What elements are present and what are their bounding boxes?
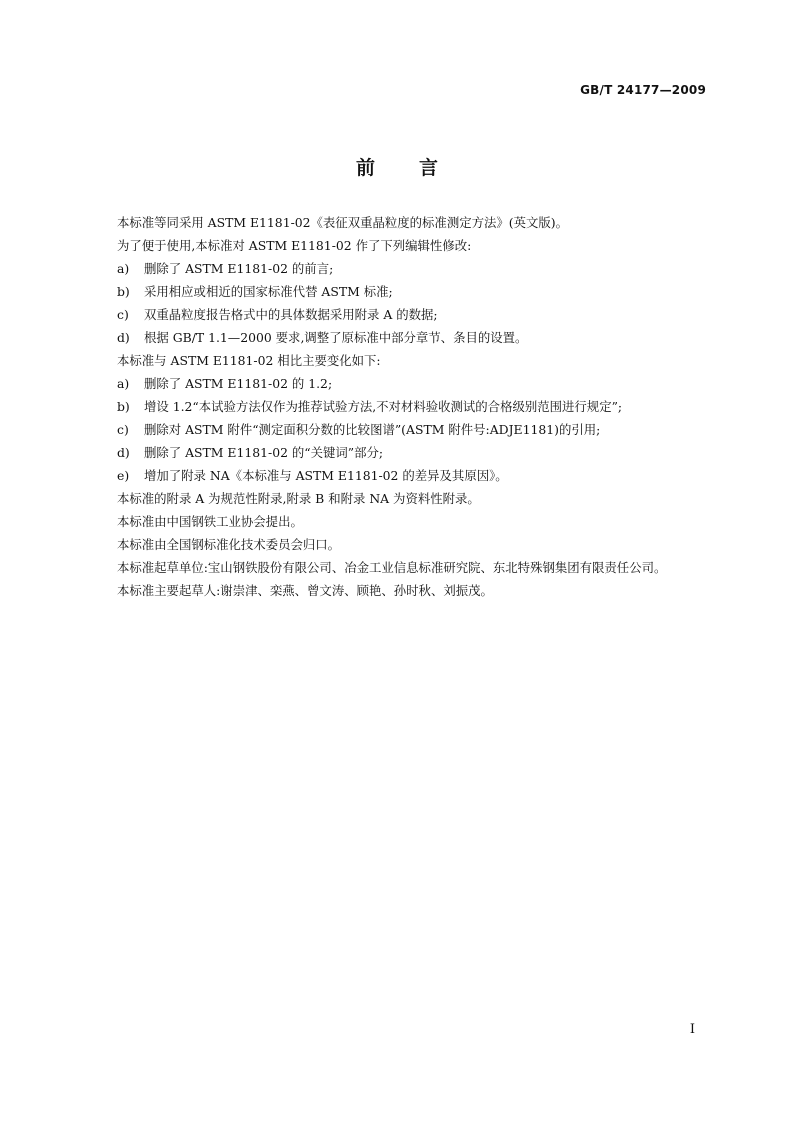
list-item bbox=[90, 372, 706, 395]
changes-intro-paragraph: 本标准与 ASTM E1181-02 相比主要变化如下: bbox=[117, 353, 381, 368]
list-marker: d) bbox=[117, 330, 130, 345]
list-item-text: 删除了 ASTM E1181-02 的前言; bbox=[144, 261, 334, 276]
page-title: 前言 bbox=[355, 157, 482, 179]
standard-number: GB/T 24177—2009 bbox=[580, 83, 706, 97]
list-item-text: 增设 1.2“本试验方法仅作为推荐试验方法,不对材料验收测试的合格级别范围进行规定”; bbox=[144, 399, 623, 414]
list-item bbox=[90, 395, 706, 418]
list-marker: d) bbox=[117, 445, 130, 460]
drafting-units-paragraph: 本标准起草单位:宝山钢铁股份有限公司、冶金工业信息标准研究院、东北特殊钢集团有限责任公司。 bbox=[117, 560, 667, 575]
list-item-text: 根据 GB/T 1.1—2000 要求,调整了原标准中部分章节、条目的设置。 bbox=[144, 330, 528, 345]
list-item-text: 删除了 ASTM E1181-02 的 1.2; bbox=[144, 376, 333, 391]
list-item-text: 删除了 ASTM E1181-02 的“关键词”部分; bbox=[144, 445, 384, 460]
list-item bbox=[90, 464, 706, 487]
list-item bbox=[90, 257, 706, 280]
list-marker: a) bbox=[117, 376, 130, 391]
list-item-text: 双重晶粒度报告格式中的具体数据采用附录 A 的数据; bbox=[144, 307, 438, 322]
list-marker: c) bbox=[117, 307, 129, 322]
drafters-paragraph: 本标准主要起草人:谢崇津、栾燕、曾文涛、顾艳、孙时秋、刘振茂。 bbox=[117, 583, 493, 598]
list-marker: c) bbox=[117, 422, 129, 437]
edits-intro-paragraph: 为了便于使用,本标准对 ASTM E1181-02 作了下列编辑性修改: bbox=[117, 238, 472, 253]
list-item-text: 增加了附录 NA《本标准与 ASTM E1181-02 的差异及其原因》。 bbox=[144, 468, 508, 483]
committee-paragraph: 本标准由全国钢标准化技术委员会归口。 bbox=[117, 537, 341, 552]
proposer-paragraph: 本标准由中国钢铁工业协会提出。 bbox=[117, 514, 303, 529]
list-item bbox=[90, 326, 706, 349]
page-number: I bbox=[689, 1022, 695, 1037]
list-item bbox=[90, 441, 706, 464]
list-item bbox=[90, 280, 706, 303]
list-item bbox=[90, 418, 706, 441]
adoption-paragraph: 本标准等同采用 ASTM E1181-02《表征双重晶粒度的标准测定方法》(英文版)。 bbox=[117, 215, 569, 230]
appendix-paragraph: 本标准的附录 A 为规范性附录,附录 B 和附录 NA 为资料性附录。 bbox=[117, 491, 480, 506]
list-marker: b) bbox=[117, 399, 130, 414]
list-marker: e) bbox=[117, 468, 130, 483]
list-marker: b) bbox=[117, 284, 130, 299]
list-marker: a) bbox=[117, 261, 130, 276]
list-item bbox=[90, 303, 706, 326]
document-body bbox=[90, 211, 706, 602]
list-item-text: 删除对 ASTM 附件“测定面积分数的比较图谱”(ASTM 附件号:ADJE1181)的引用; bbox=[144, 422, 601, 437]
list-item-text: 采用相应或相近的国家标准代替 ASTM 标准; bbox=[144, 284, 393, 299]
